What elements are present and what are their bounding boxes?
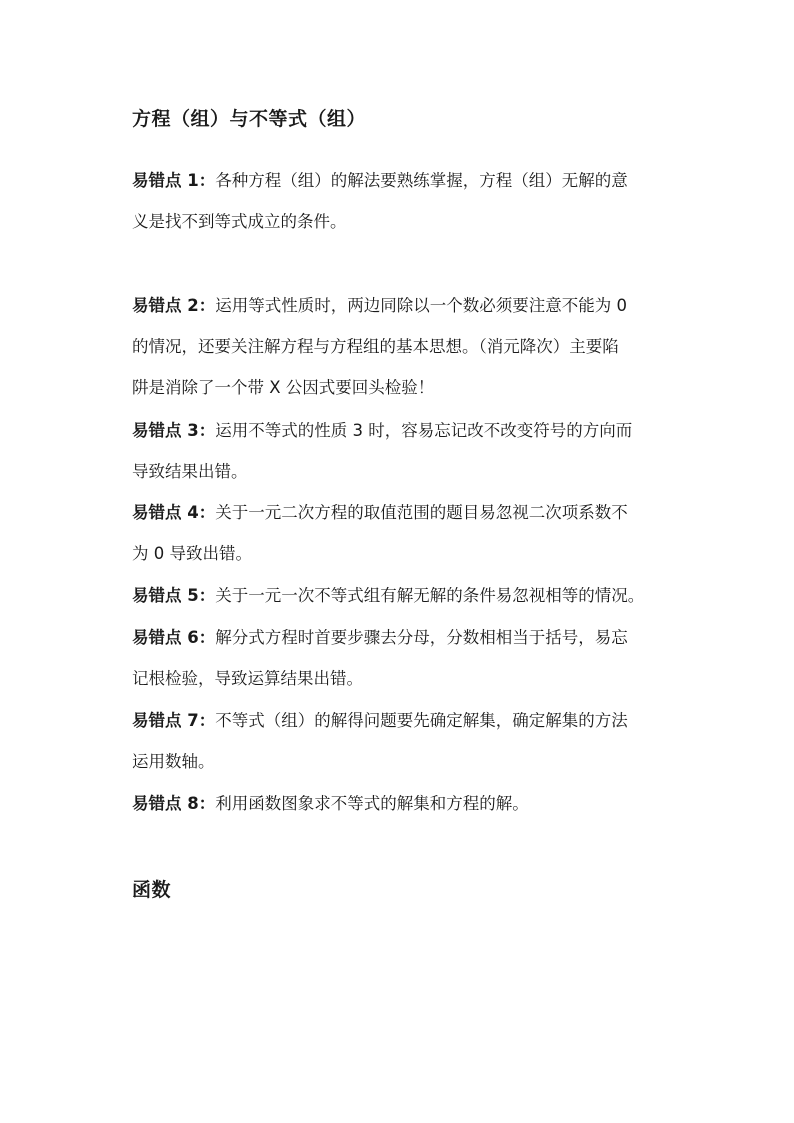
error-point-4-text-2: 为 0 导致出错。	[132, 544, 252, 563]
error-point-2-text-3: 阱是消除了一个带 X 公因式要回头检验！	[132, 378, 435, 397]
error-point-7-text-1: 不等式（组）的解得问题要先确定解集，确定解集的方法	[215, 711, 628, 730]
error-point-1-line-1	[132, 160, 672, 201]
error-point-3-text-1: 运用不等式的性质 3 时，容易忘记改不改变符号的方向而	[215, 421, 633, 440]
error-point-8	[132, 783, 672, 824]
error-point-2-text-1: 运用等式性质时，两边同除以一个数必须要注意不能为 0	[215, 296, 627, 315]
section-title-equations: 方程（组）与不等式（组）	[132, 108, 367, 130]
error-point-7-text-2: 运用数轴。	[132, 752, 215, 771]
error-point-1-text-1: 各种方程（组）的解法要熟练掌握，方程（组）无解的意	[215, 171, 628, 190]
error-point-5	[132, 575, 672, 616]
error-point-4-text-1: 关于一元二次方程的取值范围的题目易忽视二次项系数不	[215, 503, 628, 522]
error-point-2	[132, 285, 672, 408]
error-point-4-label: 易错点 4：	[132, 503, 216, 522]
error-point-3-text-2: 导致结果出错。	[132, 462, 248, 481]
error-point-4	[132, 492, 672, 574]
error-point-6-text-2: 记根检验，导致运算结果出错。	[132, 669, 363, 688]
error-point-2-line-1	[132, 285, 672, 326]
error-point-5-line-1	[132, 575, 672, 616]
error-point-8-label: 易错点 8：	[132, 794, 216, 813]
error-point-6-label: 易错点 6：	[132, 628, 216, 647]
error-point-3-line-1	[132, 410, 672, 451]
error-point-5-label: 易错点 5：	[132, 586, 216, 605]
error-point-1	[132, 160, 672, 242]
error-point-1-text-2: 义是找不到等式成立的条件。	[132, 212, 347, 231]
error-point-7-label: 易错点 7：	[132, 711, 216, 730]
error-point-3-label: 易错点 3：	[132, 421, 216, 440]
error-point-4-line-1	[132, 492, 672, 533]
error-point-5-text-1: 关于一元一次不等式组有解无解的条件易忽视相等的情况。	[215, 586, 645, 605]
error-point-3	[132, 410, 672, 492]
section-title-functions: 函数	[132, 879, 172, 901]
error-point-2-label: 易错点 2：	[132, 296, 216, 315]
error-point-6-text-1: 解分式方程时首要步骤去分母，分数相相当于括号，易忘	[215, 628, 628, 647]
error-point-2-text-2: 的情况，还要关注解方程与方程组的基本思想。（消元降次）主要陷	[132, 337, 619, 356]
error-point-1-label: 易错点 1：	[132, 171, 216, 190]
error-point-8-line-1	[132, 783, 672, 824]
error-point-7	[132, 700, 672, 782]
error-point-7-line-1	[132, 700, 672, 741]
error-point-8-text-1: 利用函数图象求不等式的解集和方程的解。	[215, 794, 529, 813]
error-point-6-line-1	[132, 617, 672, 658]
error-point-6	[132, 617, 672, 699]
